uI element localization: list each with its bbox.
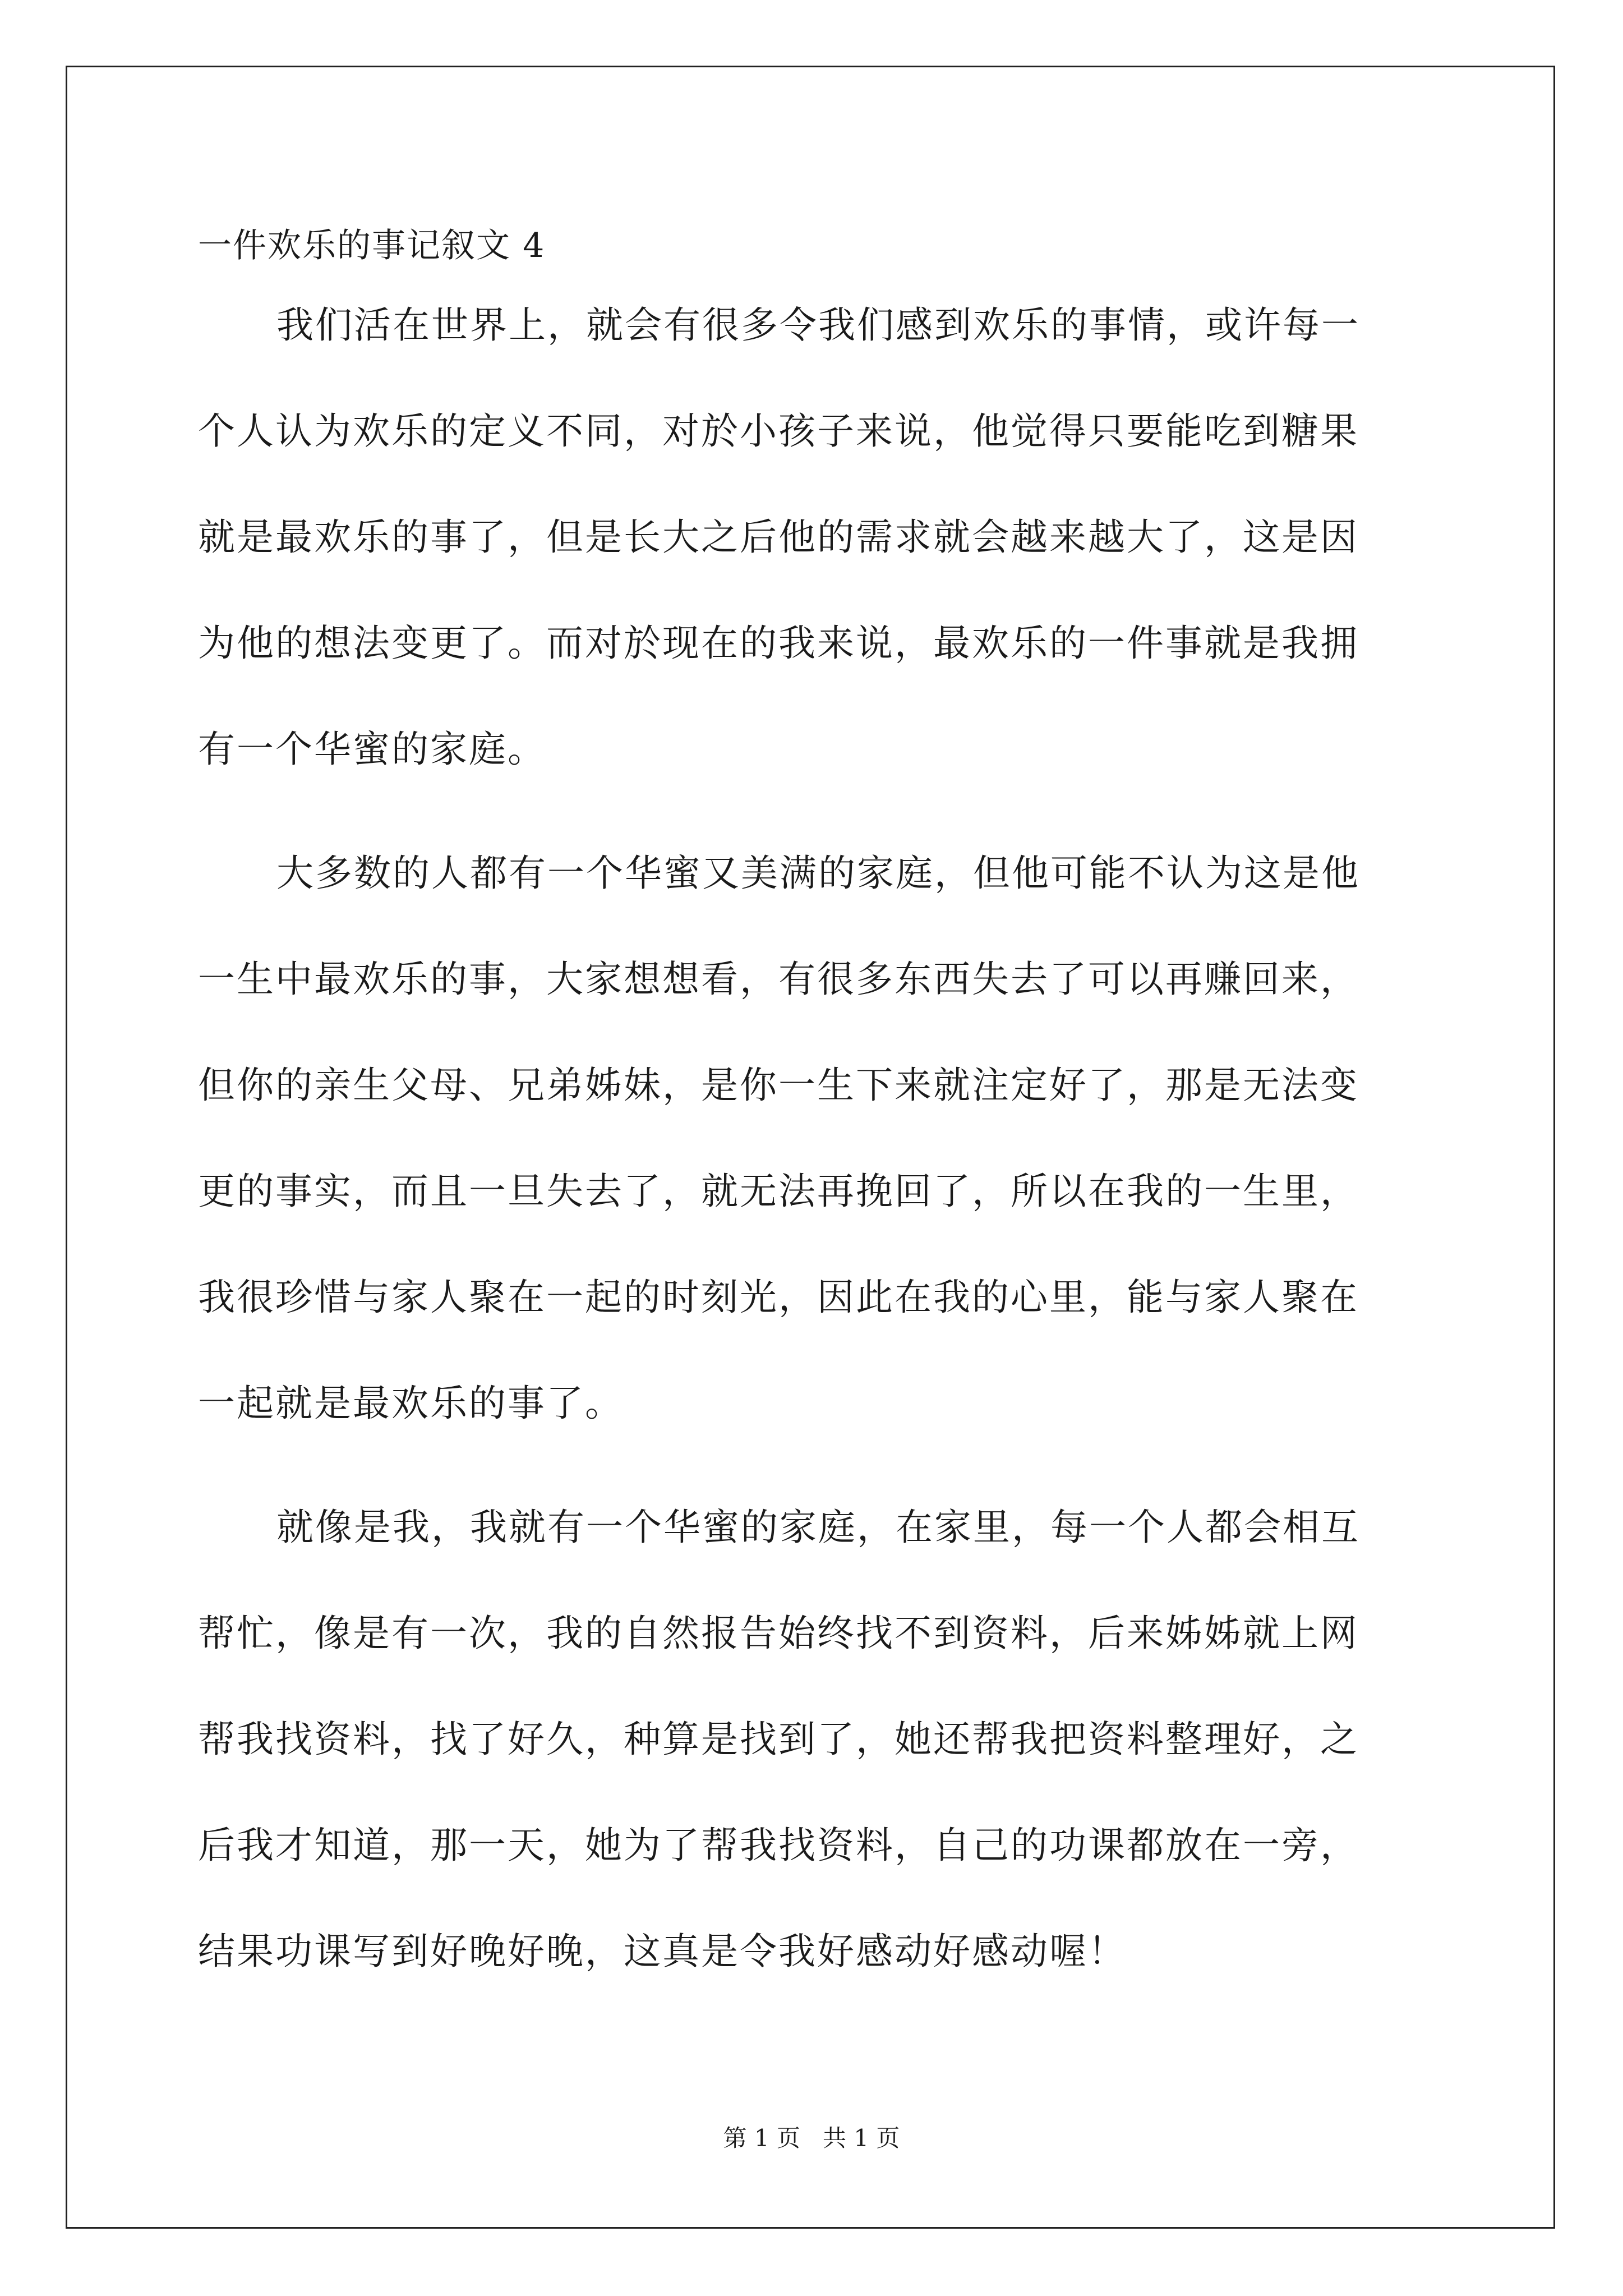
page-footer [0, 2122, 1623, 2155]
paragraph-2-line-3: 但你的亲生父母、兄弟姊妹，是你一生下来就注定好了，那是无法变 [198, 1064, 1359, 1107]
paragraph-1-line-3: 就是最欢乐的事了，但是长大之后他的需求就会越来越大了，这是因 [198, 516, 1359, 559]
paragraph-2-line-1: 大多数的人都有一个华蜜又美满的家庭，但他可能不认为这是他 [276, 852, 1360, 895]
paragraph-1-line-1: 我们活在世界上，就会有很多令我们感到欢乐的事情，或许每一 [276, 303, 1360, 347]
paragraph-3-line-4: 后我才知道，那一天，她为了帮我找资料，自己的功课都放在一旁， [198, 1824, 1359, 1867]
paragraph-3-line-1: 就像是我，我就有一个华蜜的家庭，在家里，每一个人都会相互 [276, 1506, 1360, 1549]
paragraph-3-line-2: 帮忙，像是有一次，我的自然报告始终找不到资料，后来姊姊就上网 [198, 1612, 1359, 1655]
paragraph-2-line-4: 更的事实，而且一旦失去了，就无法再挽回了，所以在我的一生里， [198, 1170, 1359, 1213]
paragraph-3-line-3: 帮我找资料，找了好久，种算是找到了，她还帮我把资料整理好，之 [198, 1718, 1359, 1761]
paragraph-1-line-2: 个人认为欢乐的定义不同，对於小孩子来说，他觉得只要能吃到糖果 [198, 409, 1359, 453]
page-number: 第 1 页 [723, 2124, 800, 2152]
page-total: 共 1 页 [823, 2124, 900, 2152]
paragraph-2-line-6: 一起就是最欢乐的事了。 [198, 1382, 624, 1425]
paragraph-3-line-5: 结果功课写到好晚好晚，这真是令我好感动好感动喔！ [198, 1930, 1127, 1973]
document-title: 一件欢乐的事记叙文 4 [198, 226, 546, 265]
paragraph-2-line-5: 我很珍惜与家人聚在一起的时刻光，因此在我的心里，能与家人聚在 [198, 1276, 1359, 1319]
paragraph-2-line-2: 一生中最欢乐的事，大家想想看，有很多东西失去了可以再赚回来， [198, 958, 1359, 1001]
paragraph-1-line-5: 有一个华蜜的家庭。 [198, 728, 546, 771]
paragraph-1-line-4: 为他的想法变更了。而对於现在的我来说，最欢乐的一件事就是我拥 [198, 622, 1359, 665]
page-border [66, 66, 1555, 2229]
